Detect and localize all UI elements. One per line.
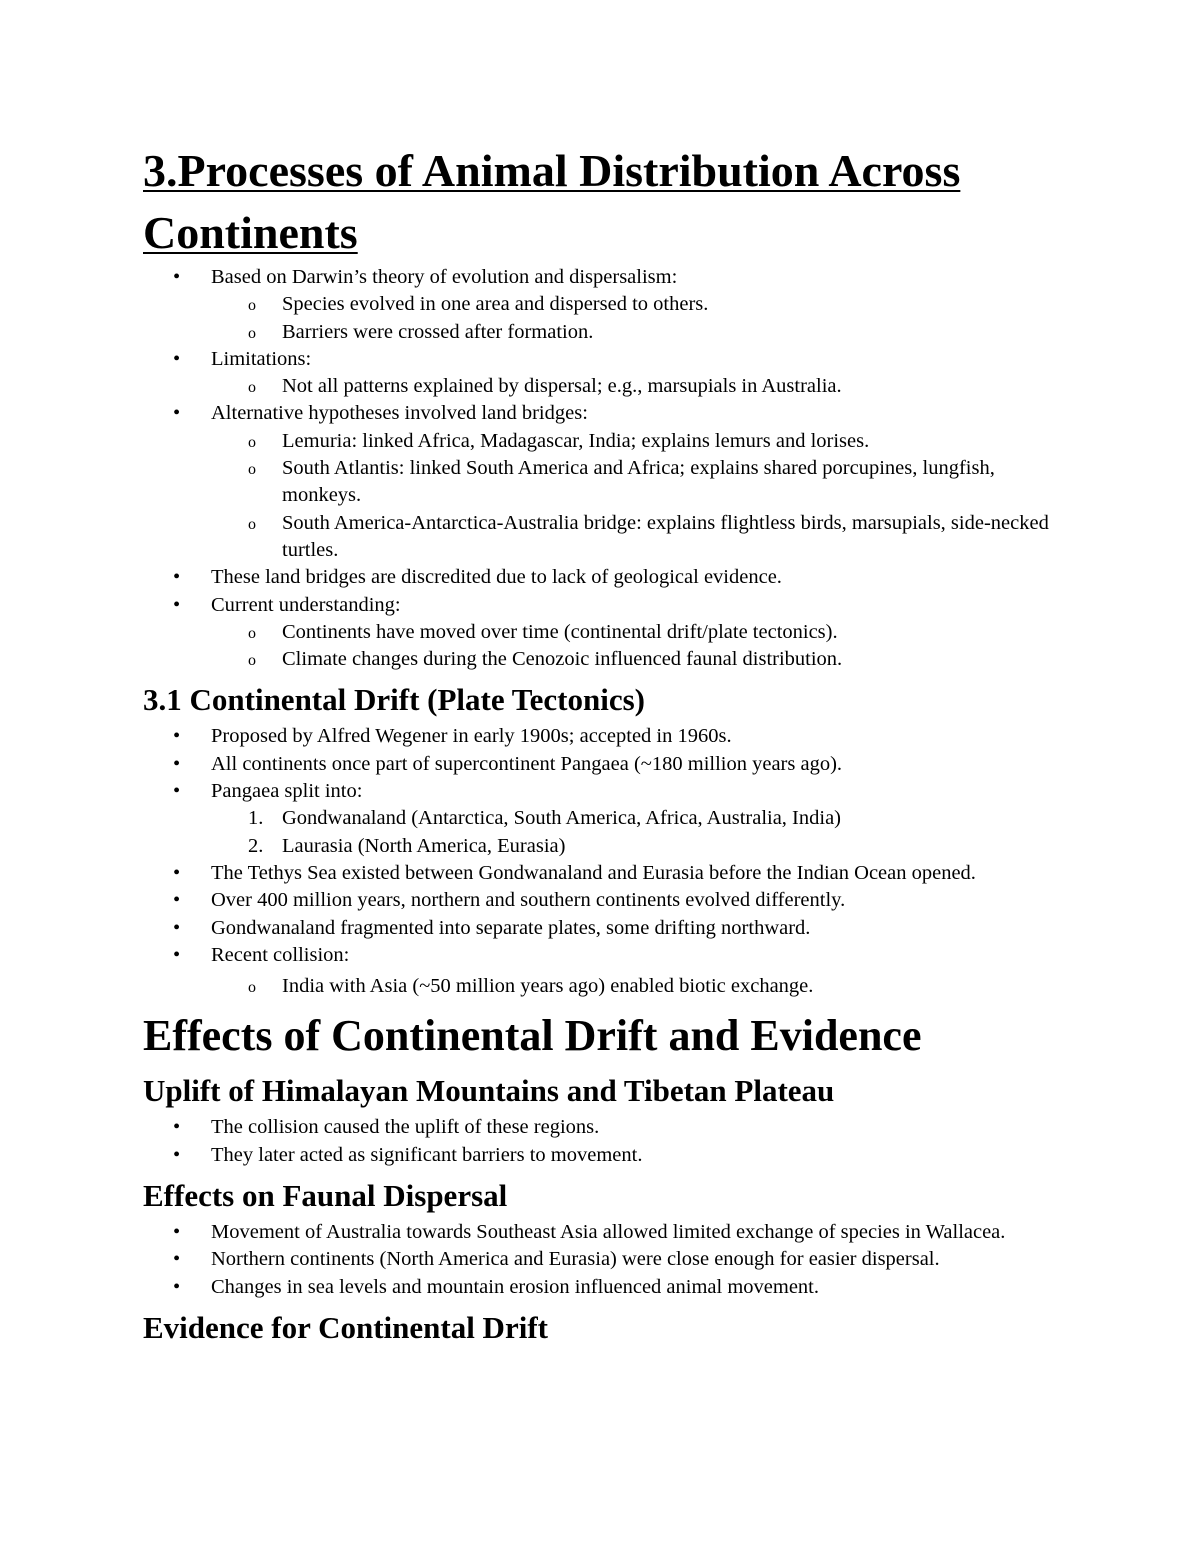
sub-list-item: o Species evolved in one area and dispersed to others. — [143, 291, 1073, 318]
list-item: • Recent collision: — [143, 942, 1073, 969]
list-item: • Gondwanaland fragmented into separate plates, some drifting northward. — [143, 915, 1073, 942]
item-text: Gondwanaland (Antarctica, South America, Africa, Australia, India) — [282, 807, 842, 830]
section-title-effects-evidence: Effects of Continental Drift and Evidence — [143, 1011, 922, 1061]
document-content — [143, 140, 1073, 1351]
list-item: • Proposed by Alfred Wegener in early 1900s; accepted in 1960s. — [143, 723, 1073, 750]
list-item: • Alternative hypotheses involved land bridges: — [143, 400, 1073, 427]
section5-list — [143, 1219, 1073, 1301]
list-item: • The collision caused the uplift of these regions. — [143, 1114, 1073, 1141]
sub-list-item: o South America-Antarctica-Australia bridge: explains flightless birds, marsupials, side-necked turtles. — [143, 510, 1073, 565]
section-title-evidence-drift: Evidence for Continental Drift — [143, 1309, 548, 1345]
numbered-item — [143, 833, 1073, 860]
list-item: • Limitations: — [143, 346, 1073, 373]
sub-list-item: o Climate changes during the Cenozoic influenced faunal distribution. — [143, 646, 1073, 673]
sub-list-item: o Not all patterns explained by dispersal; e.g., marsupials in Australia. — [143, 373, 1073, 400]
list-item: • They later acted as significant barriers to movement. — [143, 1142, 1073, 1169]
section-title-processes: 3.Processes of Animal Distribution Across Continents — [143, 145, 961, 258]
list-item: • Movement of Australia towards Southeast Asia allowed limited exchange of species in Wallacea. — [143, 1219, 1073, 1246]
item-text: Laurasia (North America, Eurasia) — [282, 834, 566, 857]
list-item: • Changes in sea levels and mountain erosion influenced animal movement. — [143, 1274, 1073, 1301]
sub-list-item: o India with Asia (~50 million years ago) enabled biotic exchange. — [143, 973, 1073, 1000]
section-title-continental-drift: 3.1 Continental Drift (Plate Tectonics) — [143, 682, 645, 718]
sub-list-item: o South Atlantis: linked South America and Africa; explains shared porcupines, lungfish, monkeys. — [143, 455, 1073, 510]
numbered-item — [143, 805, 1073, 832]
list-item: • These land bridges are discredited due to lack of geological evidence. — [143, 564, 1073, 591]
item-number: 1. — [248, 807, 264, 830]
list-item: • Pangaea split into: — [143, 778, 1073, 805]
sub-list-item: o Continents have moved over time (continental drift/plate tectonics). — [143, 619, 1073, 646]
list-item: • All continents once part of supercontinent Pangaea (~180 million years ago). — [143, 751, 1073, 778]
item-number: 2. — [248, 834, 264, 857]
section4-list — [143, 1114, 1073, 1169]
section-title-faunal-dispersal: Effects on Faunal Dispersal — [143, 1178, 508, 1214]
pangaea-split-list — [143, 805, 1073, 860]
sub-list-item: o Lemuria: linked Africa, Madagascar, India; explains lemurs and lorises. — [143, 428, 1073, 455]
section1-list — [143, 264, 1073, 673]
list-item: • Current understanding: — [143, 592, 1073, 619]
section2-list — [143, 723, 1073, 805]
section2-list-continued — [143, 860, 1073, 1000]
list-item: • The Tethys Sea existed between Gondwanaland and Eurasia before the Indian Ocean opened. — [143, 860, 1073, 887]
list-item: • Northern continents (North America and Eurasia) were close enough for easier dispersal. — [143, 1246, 1073, 1273]
list-item: • Over 400 million years, northern and southern continents evolved differently. — [143, 887, 1073, 914]
section-title-himalayan-uplift: Uplift of Himalayan Mountains and Tibetan Plateau — [143, 1073, 835, 1109]
list-item: • Based on Darwin’s theory of evolution and dispersalism: — [143, 264, 1073, 291]
sub-list-item: o Barriers were crossed after formation. — [143, 319, 1073, 346]
